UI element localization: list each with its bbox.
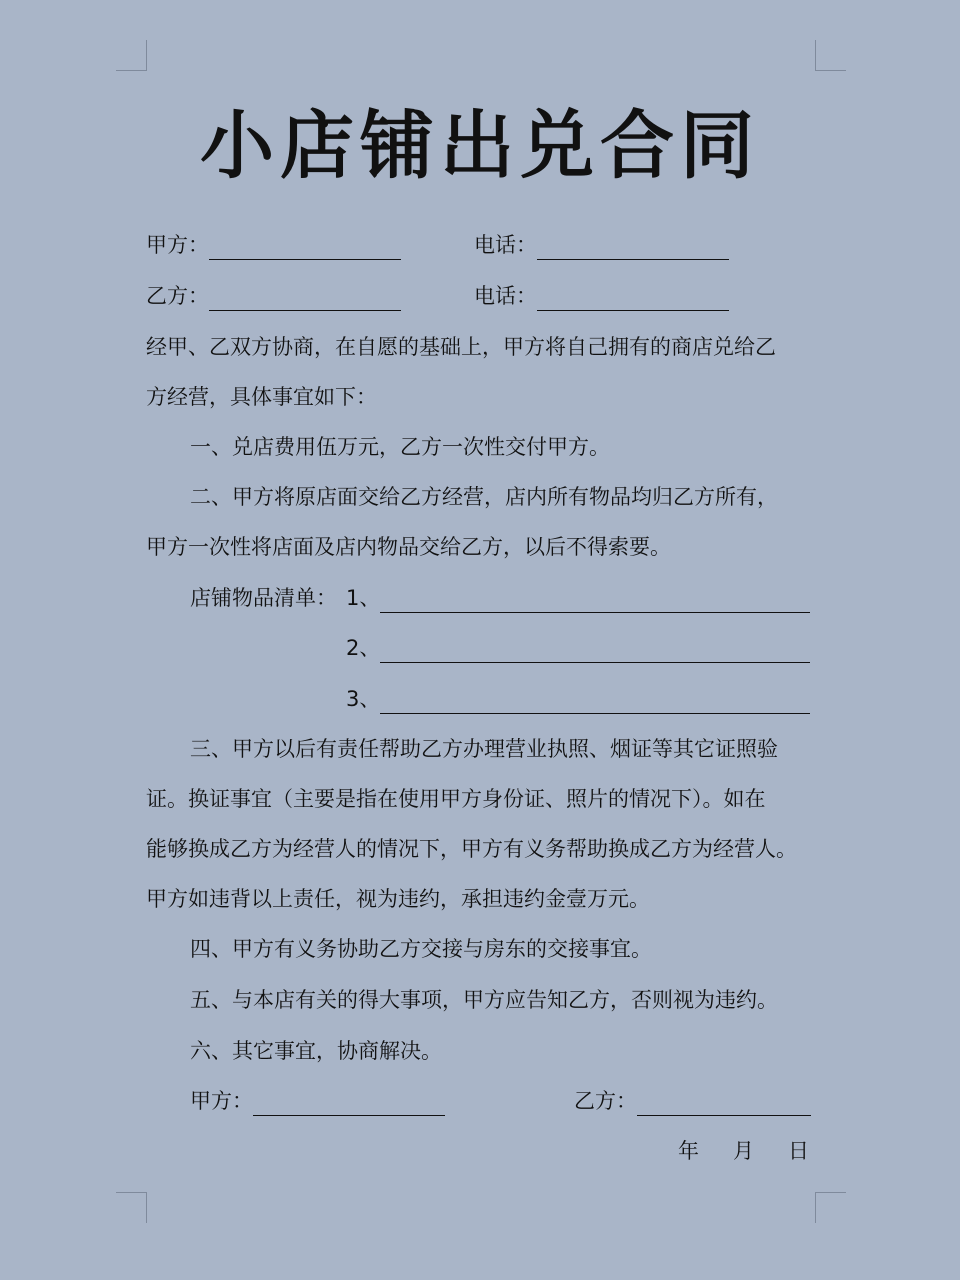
inventory-label: 店铺物品清单： bbox=[190, 586, 337, 610]
date-row bbox=[644, 1136, 809, 1166]
clause-3-line-1: 三、甲方以后有责任帮助乙方办理营业执照、烟证等其它证照验 bbox=[190, 737, 778, 761]
party-a-phone-row bbox=[474, 230, 729, 260]
party-a-phone-blank[interactable] bbox=[537, 235, 729, 260]
party-b-phone-row bbox=[474, 281, 729, 311]
clause-6: 六、其它事宜，协商解决。 bbox=[190, 1039, 442, 1063]
clause-1: 一、兑店费用伍万元，乙方一次性交付甲方。 bbox=[190, 435, 610, 459]
signature-party-a-blank[interactable] bbox=[253, 1091, 445, 1116]
date-day: 日 bbox=[788, 1139, 809, 1163]
corner-mark-top-left bbox=[116, 40, 147, 71]
signature-party-b-blank[interactable] bbox=[637, 1091, 811, 1116]
party-b-row bbox=[146, 281, 401, 311]
clause-2-line-1: 二、甲方将原店面交给乙方经营，店内所有物品均归乙方所有， bbox=[190, 485, 778, 509]
document-title: 小店铺出兑合同 bbox=[200, 103, 760, 189]
party-a-blank[interactable] bbox=[209, 235, 401, 260]
clause-2-line-2: 甲方一次性将店面及店内物品交给乙方，以后不得索要。 bbox=[146, 535, 671, 559]
party-a-row bbox=[146, 230, 401, 260]
inventory-item-blank[interactable] bbox=[380, 689, 810, 714]
inventory-item-number: 3、 bbox=[346, 687, 381, 711]
intro-line-1: 经甲、乙双方协商，在自愿的基础上，甲方将自己拥有的商店兑给乙 bbox=[146, 335, 776, 359]
party-b-phone-label: 电话： bbox=[474, 284, 537, 308]
inventory-item-number: 1、 bbox=[346, 586, 381, 610]
signature-party-b bbox=[574, 1086, 811, 1116]
signature-party-b-label: 乙方： bbox=[574, 1089, 637, 1113]
clause-3-line-2: 证。换证事宜（主要是指在使用甲方身份证、照片的情况下）。如在 bbox=[146, 787, 766, 811]
party-a-label: 甲方： bbox=[146, 233, 209, 257]
inventory-item-number: 2、 bbox=[346, 636, 381, 660]
party-b-blank[interactable] bbox=[209, 286, 401, 311]
inventory-item-blank[interactable] bbox=[380, 588, 810, 613]
date-year: 年 bbox=[678, 1139, 699, 1163]
signature-party-a bbox=[190, 1086, 445, 1116]
intro-line-2: 方经营，具体事宜如下： bbox=[146, 385, 377, 409]
clause-3-line-4: 甲方如违背以上责任，视为违约，承担违约金壹万元。 bbox=[146, 887, 650, 911]
party-a-phone-label: 电话： bbox=[474, 233, 537, 257]
inventory-item-3 bbox=[346, 684, 810, 714]
corner-mark-bottom-left bbox=[116, 1192, 147, 1223]
inventory-item-1 bbox=[346, 583, 810, 613]
corner-mark-bottom-right bbox=[815, 1192, 846, 1223]
signature-party-a-label: 甲方： bbox=[190, 1089, 253, 1113]
party-b-label: 乙方： bbox=[146, 284, 209, 308]
date-month: 月 bbox=[733, 1139, 754, 1163]
corner-mark-top-right bbox=[815, 40, 846, 71]
inventory-item-2 bbox=[346, 633, 810, 663]
clause-3-line-3: 能够换成乙方为经营人的情况下，甲方有义务帮助换成乙方为经营人。 bbox=[146, 837, 797, 861]
party-b-phone-blank[interactable] bbox=[537, 286, 729, 311]
inventory-item-blank[interactable] bbox=[380, 638, 810, 663]
clause-5: 五、与本店有关的得大事项，甲方应告知乙方，否则视为违约。 bbox=[190, 988, 778, 1012]
clause-4: 四、甲方有义务协助乙方交接与房东的交接事宜。 bbox=[190, 937, 652, 961]
